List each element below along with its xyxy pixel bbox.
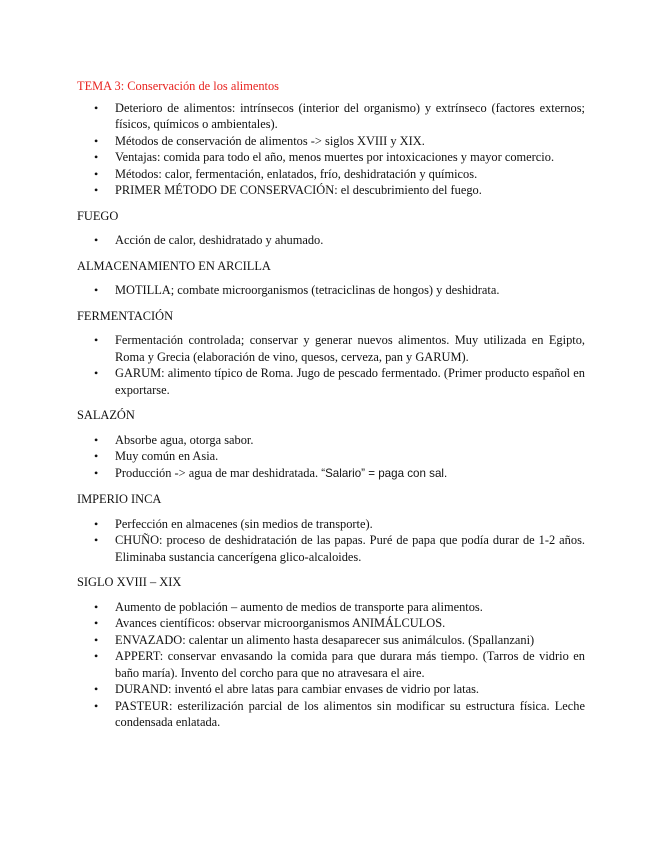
arcilla-list bbox=[77, 282, 585, 299]
section-heading-arcilla: ALMACENAMIENTO EN ARCILLA bbox=[77, 258, 271, 273]
bullet-icon: • bbox=[94, 283, 99, 297]
list-item: • Métodos: calor, fermentación, enlatados, frío, deshidratación y químicos. bbox=[94, 166, 478, 181]
section-heading-fermentacion: FERMENTACIÓN bbox=[77, 308, 174, 323]
bullet-icon: • bbox=[94, 516, 99, 531]
section-heading-inca: IMPERIO INCA bbox=[77, 492, 162, 506]
section-heading-salazon: SALAZÓN bbox=[77, 408, 135, 422]
section-heading-fuego: FUEGO bbox=[77, 208, 119, 223]
list-item: • CHUÑO: proceso de deshidratación de las papas. Puré de papa que podía durar de 1-2 años. Eliminaba sustancia cancerígena glico-alcaloides. bbox=[94, 533, 585, 564]
inca-list bbox=[77, 516, 585, 566]
bullet-icon: • bbox=[94, 432, 99, 447]
list-item: • DURAND: inventó el abre latas para cambiar envases de vidrio por latas. bbox=[94, 682, 480, 696]
fermentacion-list bbox=[77, 332, 585, 398]
list-item: • Acción de calor, deshidratado y ahumado. bbox=[94, 233, 324, 247]
bullet-icon: • bbox=[94, 616, 99, 630]
bullet-icon: • bbox=[94, 533, 99, 547]
list-item: • Muy común en Asia. bbox=[94, 449, 219, 463]
list-item: • Fermentación controlada; conservar y generar nuevos alimentos. Muy utilizada en Egipto, Roma y Grecia (elaboración de vino, quesos, cerveza, pan y GARUM). bbox=[94, 333, 585, 364]
siglo-list bbox=[77, 599, 585, 731]
bullet-icon: • bbox=[94, 698, 99, 713]
bullet-icon: • bbox=[94, 100, 99, 115]
bullet-icon: • bbox=[94, 133, 99, 148]
list-item: • Deterioro de alimentos: intrínsecos (interior del organismo) y extrínseco (factores externos; físicos, químicos o ambientales). bbox=[94, 100, 585, 131]
intro-list bbox=[77, 100, 585, 199]
document-title: TEMA 3: Conservación de los alimentos bbox=[77, 79, 280, 93]
bullet-icon: • bbox=[94, 166, 99, 181]
section-heading-siglo: SIGLO XVIII – XIX bbox=[77, 575, 182, 589]
list-item: • Aumento de población – aumento de medios de transporte para alimentos. bbox=[94, 599, 483, 614]
bullet-icon: • bbox=[94, 150, 99, 164]
list-item: • Absorbe agua, otorga sabor. bbox=[94, 432, 254, 447]
salario-note: “Salario” = paga con sal. bbox=[321, 466, 448, 480]
list-item: • GARUM: alimento típico de Roma. Jugo de pescado fermentado. (Primer producto español en exportarse. bbox=[94, 366, 585, 397]
bullet-icon: • bbox=[94, 449, 99, 463]
list-item: • Avances científicos: observar microorganismos ANIMÁLCULOS. bbox=[94, 616, 446, 630]
list-item: • APPERT: conservar envasando la comida para que durara más tiempo. (Tarros de vidrio en baño maría). Invento del corcho para que no atravesara el aire. bbox=[94, 649, 585, 680]
list-item: • MOTILLA; combate microorganismos (tetraciclinas de hongos) y deshidrata. bbox=[94, 283, 500, 297]
list-item: • PASTEUR: esterilización parcial de los alimentos sin modificar su estructura física. Leche condensada enlatada. bbox=[94, 698, 585, 729]
list-item: • Ventajas: comida para todo el año, menos muertes por intoxicaciones y mayor comercio. bbox=[94, 150, 555, 164]
bullet-icon: • bbox=[94, 465, 99, 480]
list-item: • ENVAZADO: calentar un alimento hasta desaparecer sus animálculos. (Spallanzani) bbox=[94, 632, 535, 647]
bullet-icon: • bbox=[94, 233, 99, 247]
bullet-icon: • bbox=[94, 333, 99, 347]
bullet-icon: • bbox=[94, 599, 99, 614]
bullet-icon: • bbox=[94, 682, 99, 696]
fuego-list bbox=[77, 232, 585, 249]
list-item: • Métodos de conservación de alimentos -> siglos XVIII y XIX. bbox=[94, 133, 425, 148]
bullet-icon: • bbox=[94, 649, 99, 663]
list-item: • Producción -> agua de mar deshidratada. “Salario” = paga con sal. bbox=[94, 465, 448, 480]
salazon-list bbox=[77, 432, 585, 483]
bullet-icon: • bbox=[94, 183, 99, 197]
list-item: • Perfección en almacenes (sin medios de transporte). bbox=[94, 516, 373, 531]
list-item: • PRIMER MÉTODO DE CONSERVACIÓN: el descubrimiento del fuego. bbox=[94, 183, 482, 197]
bullet-icon: • bbox=[94, 366, 99, 380]
bullet-icon: • bbox=[94, 632, 99, 647]
